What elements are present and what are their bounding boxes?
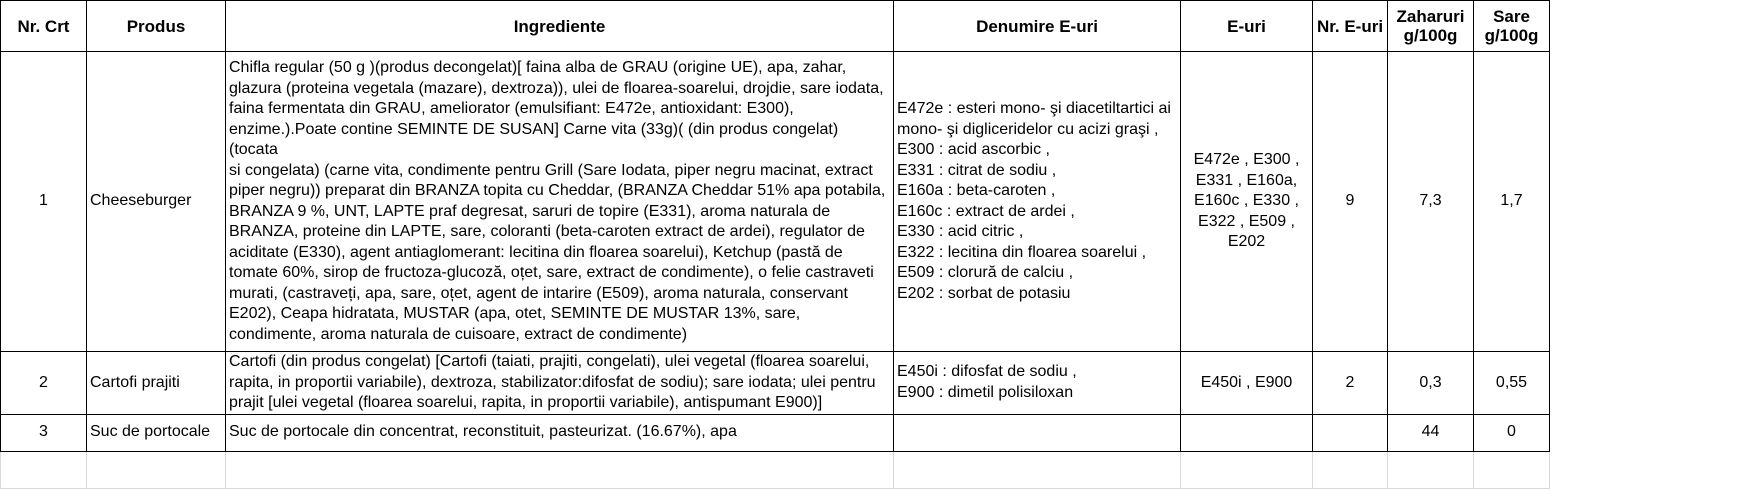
cell-zaharuri[interactable]: 7,3 xyxy=(1388,52,1474,352)
header-zaharuri-line1: Zaharuri xyxy=(1396,7,1465,26)
empty-cell[interactable] xyxy=(1313,451,1388,488)
empty-cell[interactable] xyxy=(1474,451,1550,488)
table-row xyxy=(1,414,1752,451)
cell-nr[interactable]: 1 xyxy=(1,52,87,352)
empty-cell[interactable] xyxy=(1550,414,1752,451)
cell-nr-e-uri[interactable]: 2 xyxy=(1313,352,1388,415)
empty-cell[interactable] xyxy=(1181,451,1313,488)
cell-e-uri[interactable]: E450i , E900 xyxy=(1181,352,1313,415)
cell-ingrediente[interactable]: Cartofi (din produs congelat) [Cartofi (taiati, prajiti, congelati), ulei vegetal (floarea soarelui, rapita, in proportii variabile), dextroza, stabilizator:difosfat de sodiu); sare iodata; ulei pentru prajit [ulei vegetal (floarea soarelui, rapita, in proportii variabile), antispumant E900)] xyxy=(226,352,894,415)
header-produs[interactable]: Produs xyxy=(87,1,226,52)
header-nr-e-uri[interactable]: Nr. E-uri xyxy=(1313,1,1388,52)
cell-denumire-e-uri[interactable]: E472e : esteri mono- şi diacetiltartici ai mono- şi digliceridelor cu acizi graşi , E300 : acid ascorbic , E331 : citrat de sodiu , E160a : beta-caroten , E160c : extract de ardei , E330 : acid citric , E322 : lecitina din floarea soarelui , E509 : clorură de calciu , E202 : sorbat de potasiu xyxy=(894,52,1181,352)
cell-produs[interactable]: Suc de portocale xyxy=(87,414,226,451)
header-sare-line1: Sare xyxy=(1493,7,1530,26)
header-zaharuri[interactable] xyxy=(1388,1,1474,52)
table-row xyxy=(1,352,1752,415)
header-sare[interactable] xyxy=(1474,1,1550,52)
empty-cell[interactable] xyxy=(1388,451,1474,488)
cell-nr-e-uri[interactable]: 9 xyxy=(1313,52,1388,352)
empty-cell[interactable] xyxy=(894,451,1181,488)
cell-denumire-e-uri[interactable]: E450i : difosfat de sodiu , E900 : dimetil polisiloxan xyxy=(894,352,1181,415)
cell-nr[interactable]: 3 xyxy=(1,414,87,451)
header-e-uri[interactable]: E-uri xyxy=(1181,1,1313,52)
empty-cell[interactable] xyxy=(1550,52,1752,352)
cell-produs[interactable]: Cheeseburger xyxy=(87,52,226,352)
cell-zaharuri[interactable]: 44 xyxy=(1388,414,1474,451)
cell-nr[interactable]: 2 xyxy=(1,352,87,415)
cell-ingrediente[interactable]: Suc de portocale din concentrat, reconstituit, pasteurizat. (16.67%), apa xyxy=(226,414,894,451)
header-nr-crt[interactable]: Nr. Crt xyxy=(1,1,87,52)
header-sare-line2: g/100g xyxy=(1484,26,1539,45)
cell-e-uri[interactable]: E472e , E300 , E331 , E160a, E160c , E330 , E322 , E509 , E202 xyxy=(1181,52,1313,352)
cell-produs[interactable]: Cartofi prajiti xyxy=(87,352,226,415)
cell-ingrediente[interactable]: Chifla regular (50 g )(produs decongelat)[ faina alba de GRAU (origine UE), apa, zahar, glazura (proteina vegetala (mazare), dextroza)), ulei de floarea-soarelui, drojdie, sare iodata, faina fermentata din GRAU, ameliorator (emulsifiant: E472e, antioxidant: E300), enzime.).Poate contine SEMINTE DE SUSAN] Carne vita (33g)( (din produs congelat) (tocata si congelata) (carne vita, condimente pentru Grill (Sare Iodata, piper negru macinat, extract piper negru)) preparat din BRANZA topita cu Cheddar, (BRANZA Cheddar 51% apa potabila, BRANZA 9 %, UNT, LAPTE praf degresat, saruri de topire (E331), aroma naturala de BRANZA, proteine din LAPTE, sare, coloranti (beta-caroten extract de ardei), regulator de aciditate (E330), agent antiaglomerant: lecitina din floarea soarelui), Ketchup (pastă de tomate 60%, sirop de fructoza-glucoză, oțet, sare, extract de condimente), o felie castraveti murati, (castraveți, apa, sare, oțet, agent de intarire (E509), aroma naturala, conservant E202), Ceapa hidratata, MUSTAR (apa, otet, SEMINTE DE MUSTAR 13%, sare, condimente, aroma naturala de cuisoare, extract de condimente) xyxy=(226,52,894,352)
cell-sare[interactable]: 0 xyxy=(1474,414,1550,451)
cell-zaharuri[interactable]: 0,3 xyxy=(1388,352,1474,415)
empty-cell[interactable] xyxy=(226,451,894,488)
empty-cell[interactable] xyxy=(1550,451,1752,488)
header-denumire-e-uri[interactable]: Denumire E-uri xyxy=(894,1,1181,52)
empty-cell[interactable] xyxy=(87,451,226,488)
empty-row xyxy=(1,451,1752,488)
cell-e-uri[interactable] xyxy=(1181,414,1313,451)
cell-denumire-e-uri[interactable] xyxy=(894,414,1181,451)
header-zaharuri-line2: g/100g xyxy=(1403,26,1458,45)
empty-cell[interactable] xyxy=(1550,352,1752,415)
cell-sare[interactable]: 1,7 xyxy=(1474,52,1550,352)
table-row xyxy=(1,52,1752,352)
empty-cell[interactable] xyxy=(1550,1,1752,52)
cell-sare[interactable]: 0,55 xyxy=(1474,352,1550,415)
cell-nr-e-uri[interactable] xyxy=(1313,414,1388,451)
empty-cell[interactable] xyxy=(1,451,87,488)
header-ingrediente[interactable]: Ingrediente xyxy=(226,1,894,52)
header-row xyxy=(1,1,1752,52)
